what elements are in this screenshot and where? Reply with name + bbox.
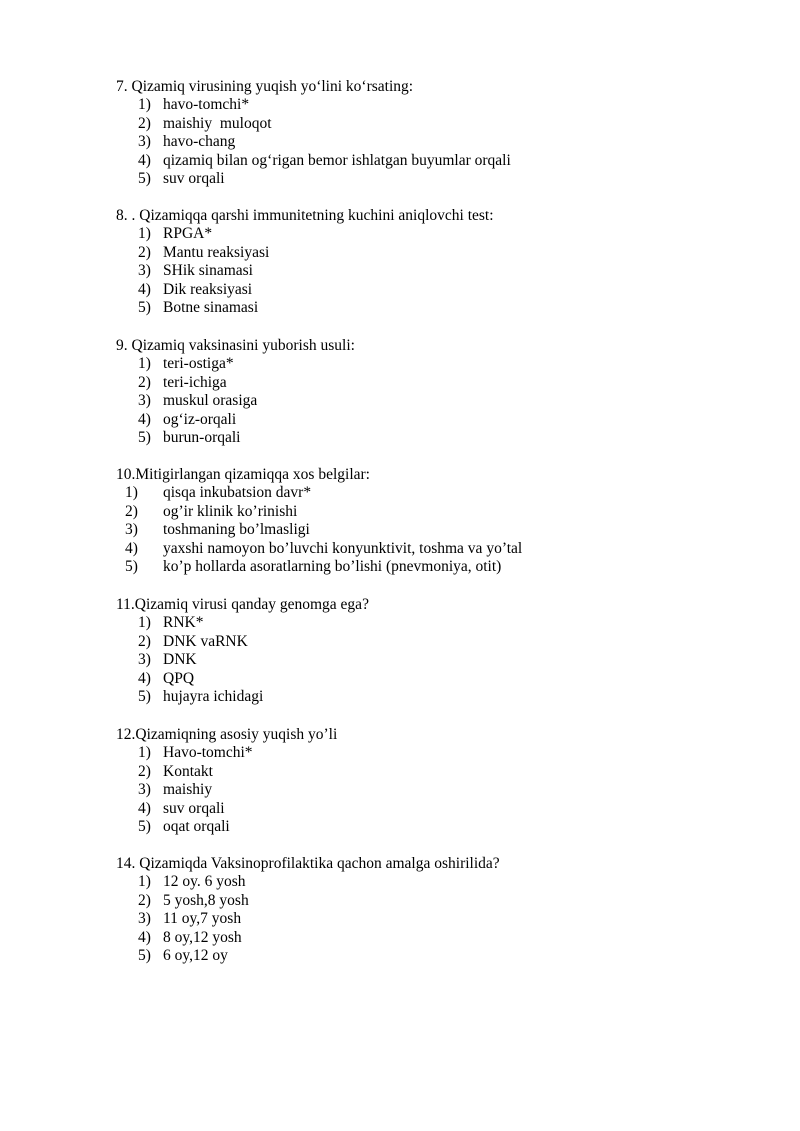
answer-item: [116, 818, 756, 837]
answer-list: [116, 484, 756, 577]
answer-text: muskul orasiga: [163, 392, 258, 410]
answer-text: 11 oy,7 yosh: [163, 910, 242, 928]
answer-item: [116, 225, 756, 244]
answer-text: burun-orqali: [163, 429, 241, 447]
answer-number: 2): [138, 891, 151, 909]
answer-number: 5): [138, 818, 151, 836]
answer-text: RPGA*: [163, 225, 213, 242]
answer-text: DNK: [163, 651, 197, 669]
answer-text: suv orqali: [163, 799, 225, 817]
answer-text: og’ir klinik ko’rinishi: [163, 502, 298, 520]
answer-number: 5): [125, 558, 138, 576]
question-9: [116, 336, 756, 448]
answer-text: maishiy: [163, 781, 213, 799]
answer-item: [116, 484, 756, 503]
answer-item: [116, 633, 756, 652]
answer-number: 3): [138, 651, 151, 669]
answer-item: [116, 670, 756, 689]
answer-list: [116, 614, 756, 707]
question-7: [116, 77, 756, 189]
answer-text: hujayra ichidagi: [163, 688, 264, 706]
question-text: 11.Qizamiq virusi qanday genomga ega?: [116, 596, 369, 613]
answer-text: Kontakt: [163, 762, 213, 780]
answer-number: 1): [125, 484, 138, 501]
question-8: [116, 206, 756, 318]
answer-item: [116, 244, 756, 263]
answer-item: [116, 781, 756, 800]
answer-text: havo-chang: [163, 133, 236, 151]
answer-item: [116, 688, 756, 707]
answer-number: 5): [138, 688, 151, 706]
answer-text: DNK vaRNK: [163, 632, 248, 650]
answer-number: 1): [138, 744, 151, 761]
question-12: [116, 725, 756, 837]
question-text: 8. . Qizamiqqa qarshi immunitetning kuchini aniqlovchi test:: [116, 207, 494, 224]
answer-list: [116, 744, 756, 837]
answer-number: 3): [138, 133, 151, 151]
question-text: 10.Mitigirlangan qizamiqqa xos belgilar:: [116, 466, 370, 483]
answer-number: 1): [138, 225, 151, 242]
answer-text: ko’p hollarda asoratlarning bo’lishi (pnevmoniya, otit): [163, 558, 502, 576]
answer-text: RNK*: [163, 614, 204, 631]
answer-number: 2): [138, 632, 151, 650]
answer-item: [116, 152, 756, 171]
answer-item: [116, 133, 756, 152]
answer-number: 2): [138, 114, 151, 132]
answer-number: 3): [125, 521, 138, 539]
answer-item: [116, 873, 756, 892]
answer-number: 4): [125, 539, 138, 557]
answer-item: [116, 299, 756, 318]
answer-number: 2): [138, 243, 151, 261]
answer-text: qisqa inkubatsion davr*: [163, 484, 312, 501]
answer-item: [116, 892, 756, 911]
answer-item: [116, 651, 756, 670]
answer-number: 2): [125, 502, 138, 520]
answer-number: 5): [138, 947, 151, 965]
answer-item: [116, 929, 756, 948]
answer-number: 2): [138, 373, 151, 391]
answer-number: 1): [138, 96, 151, 113]
answer-text: SHik sinamasi: [163, 262, 253, 280]
answer-text: QPQ: [163, 669, 195, 687]
answer-number: 5): [138, 170, 151, 188]
answer-list: [116, 355, 756, 448]
answer-item: [116, 411, 756, 430]
answer-number: 4): [138, 280, 151, 298]
answer-list: [116, 96, 756, 189]
answer-item: [116, 262, 756, 281]
answer-text: Botne sinamasi: [163, 299, 259, 317]
answer-text: 12 oy. 6 yosh: [163, 873, 246, 890]
answer-text: 8 oy,12 yosh: [163, 928, 242, 946]
answer-item: [116, 503, 756, 522]
answer-number: 1): [138, 873, 151, 890]
answer-list: [116, 873, 756, 966]
answer-number: 5): [138, 299, 151, 317]
answer-number: 3): [138, 781, 151, 799]
answer-number: 3): [138, 910, 151, 928]
answer-number: 4): [138, 151, 151, 169]
answer-number: 1): [138, 614, 151, 631]
answer-item: [116, 96, 756, 115]
question-11: [116, 595, 756, 707]
question-text: 9. Qizamiq vaksinasini yuborish usuli:: [116, 337, 355, 354]
question-10: [116, 465, 756, 577]
answer-list: [116, 225, 756, 318]
answer-text: havo-tomchi*: [163, 96, 250, 113]
answer-text: yaxshi namoyon bo’luvchi konyunktivit, toshma va yo’tal: [163, 539, 523, 557]
question-14: [116, 854, 756, 966]
answer-number: 3): [138, 392, 151, 410]
answer-text: og‘iz-orqali: [163, 410, 237, 428]
answer-text: Mantu reaksiyasi: [163, 243, 270, 261]
answer-item: [116, 614, 756, 633]
answer-number: 2): [138, 762, 151, 780]
answer-text: teri-ichiga: [163, 373, 227, 391]
answer-item: [116, 947, 756, 966]
question-text: 14. Qizamiqda Vaksinoprofilaktika qachon amalga oshirilida?: [116, 855, 500, 872]
answer-number: 4): [138, 410, 151, 428]
answer-text: maishiy muloqot: [163, 114, 272, 132]
answer-number: 4): [138, 669, 151, 687]
answer-item: [116, 115, 756, 134]
answer-item: [116, 170, 756, 189]
answer-item: [116, 800, 756, 819]
answer-item: [116, 521, 756, 540]
answer-item: [116, 429, 756, 448]
answer-number: 3): [138, 262, 151, 280]
answer-text: Dik reaksiyasi: [163, 280, 253, 298]
answer-item: [116, 392, 756, 411]
answer-item: [116, 281, 756, 300]
answer-text: suv orqali: [163, 170, 225, 188]
answer-text: 6 oy,12 oy: [163, 947, 228, 965]
answer-number: 5): [138, 429, 151, 447]
answer-text: teri-ostiga*: [163, 355, 234, 372]
answer-text: qizamiq bilan og‘rigan bemor ishlatgan buyumlar orqali: [163, 151, 511, 169]
answer-number: 4): [138, 928, 151, 946]
answer-item: [116, 540, 756, 559]
answer-item: [116, 374, 756, 393]
answer-item: [116, 763, 756, 782]
answer-text: oqat orqali: [163, 818, 230, 836]
answer-text: 5 yosh,8 yosh: [163, 891, 249, 909]
answer-item: [116, 910, 756, 929]
answer-number: 1): [138, 355, 151, 372]
answer-text: Havo-tomchi*: [163, 744, 253, 761]
answer-item: [116, 744, 756, 763]
answer-item: [116, 558, 756, 577]
answer-text: toshmaning bo’lmasligi: [163, 521, 310, 539]
question-text: 12.Qizamiqning asosiy yuqish yo’li: [116, 726, 338, 743]
answer-number: 4): [138, 799, 151, 817]
question-text: 7. Qizamiq virusining yuqish yo‘lini ko‘rsating:: [116, 78, 414, 95]
answer-item: [116, 355, 756, 374]
